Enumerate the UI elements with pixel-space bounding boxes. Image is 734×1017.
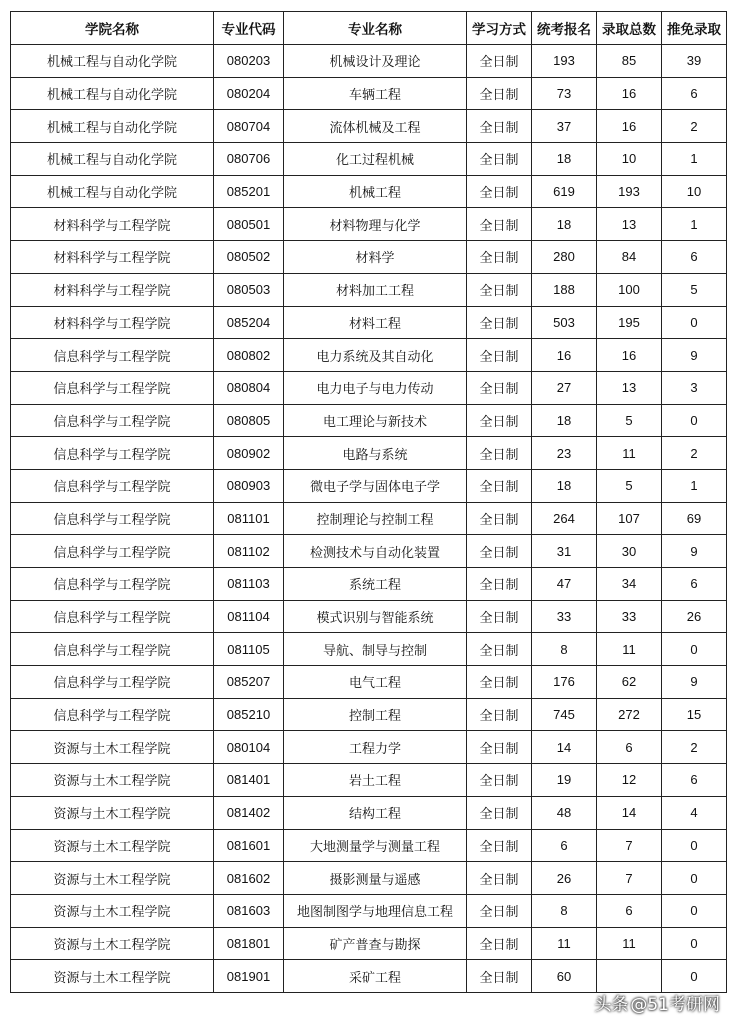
major-name-cell: 材料工程: [284, 306, 467, 339]
study-mode-cell: 全日制: [467, 862, 532, 895]
major-code-cell: 080204: [214, 77, 284, 110]
exam-applicants-cell: 8: [532, 633, 597, 666]
college-cell: 材料科学与工程学院: [11, 208, 214, 241]
major-code-cell: 081101: [214, 502, 284, 535]
exam-applicants-cell: 503: [532, 306, 597, 339]
recommended-admitted-cell: 1: [662, 469, 727, 502]
major-name-cell: 化工过程机械: [284, 143, 467, 176]
table-row: [11, 143, 727, 176]
recommended-admitted-cell: 39: [662, 45, 727, 78]
college-cell: 材料科学与工程学院: [11, 241, 214, 274]
table-row: [11, 535, 727, 568]
study-mode-cell: 全日制: [467, 339, 532, 372]
total-admitted-cell: 107: [597, 502, 662, 535]
major-code-cell: 080804: [214, 371, 284, 404]
major-name-cell: 电力电子与电力传动: [284, 371, 467, 404]
major-code-cell: 080203: [214, 45, 284, 78]
exam-applicants-cell: 11: [532, 927, 597, 960]
major-code-cell: 080706: [214, 143, 284, 176]
college-cell: 信息科学与工程学院: [11, 437, 214, 470]
table-row: [11, 208, 727, 241]
exam-applicants-cell: 8: [532, 894, 597, 927]
college-cell: 信息科学与工程学院: [11, 502, 214, 535]
recommended-admitted-cell: 3: [662, 371, 727, 404]
college-cell: 信息科学与工程学院: [11, 469, 214, 502]
total-admitted-cell: [597, 960, 662, 993]
exam-applicants-cell: 14: [532, 731, 597, 764]
exam-applicants-cell: 193: [532, 45, 597, 78]
table-row: [11, 273, 727, 306]
recommended-admitted-cell: 10: [662, 175, 727, 208]
study-mode-cell: 全日制: [467, 698, 532, 731]
header-recommended-admitted: 推免录取: [662, 12, 727, 45]
table-row: [11, 698, 727, 731]
header-exam-applicants: 统考报名: [532, 12, 597, 45]
table-row: [11, 666, 727, 699]
exam-applicants-cell: 33: [532, 600, 597, 633]
study-mode-cell: 全日制: [467, 960, 532, 993]
recommended-admitted-cell: 0: [662, 633, 727, 666]
header-row: [11, 12, 727, 45]
exam-applicants-cell: 18: [532, 404, 597, 437]
exam-applicants-cell: 19: [532, 764, 597, 797]
major-code-cell: 085210: [214, 698, 284, 731]
study-mode-cell: 全日制: [467, 437, 532, 470]
major-name-cell: 车辆工程: [284, 77, 467, 110]
college-cell: 信息科学与工程学院: [11, 698, 214, 731]
total-admitted-cell: 62: [597, 666, 662, 699]
table-row: [11, 960, 727, 993]
major-code-cell: 081801: [214, 927, 284, 960]
table-row: [11, 437, 727, 470]
exam-applicants-cell: 6: [532, 829, 597, 862]
study-mode-cell: 全日制: [467, 371, 532, 404]
exam-applicants-cell: 27: [532, 371, 597, 404]
major-name-cell: 系统工程: [284, 568, 467, 601]
exam-applicants-cell: 73: [532, 77, 597, 110]
major-code-cell: 085201: [214, 175, 284, 208]
total-admitted-cell: 6: [597, 731, 662, 764]
recommended-admitted-cell: 2: [662, 731, 727, 764]
study-mode-cell: 全日制: [467, 731, 532, 764]
study-mode-cell: 全日制: [467, 633, 532, 666]
total-admitted-cell: 13: [597, 371, 662, 404]
major-code-cell: 081102: [214, 535, 284, 568]
recommended-admitted-cell: 4: [662, 796, 727, 829]
college-cell: 信息科学与工程学院: [11, 600, 214, 633]
major-name-cell: 控制工程: [284, 698, 467, 731]
major-name-cell: 控制理论与控制工程: [284, 502, 467, 535]
major-name-cell: 电力系统及其自动化: [284, 339, 467, 372]
total-admitted-cell: 272: [597, 698, 662, 731]
major-name-cell: 摄影测量与遥感: [284, 862, 467, 895]
total-admitted-cell: 7: [597, 862, 662, 895]
table-row: [11, 241, 727, 274]
college-cell: 资源与土木工程学院: [11, 796, 214, 829]
table-row: [11, 469, 727, 502]
college-cell: 信息科学与工程学院: [11, 568, 214, 601]
major-code-cell: 080903: [214, 469, 284, 502]
total-admitted-cell: 5: [597, 469, 662, 502]
major-name-cell: 电工理论与新技术: [284, 404, 467, 437]
major-name-cell: 采矿工程: [284, 960, 467, 993]
exam-applicants-cell: 37: [532, 110, 597, 143]
major-name-cell: 流体机械及工程: [284, 110, 467, 143]
recommended-admitted-cell: 15: [662, 698, 727, 731]
college-cell: 机械工程与自动化学院: [11, 77, 214, 110]
total-admitted-cell: 195: [597, 306, 662, 339]
total-admitted-cell: 34: [597, 568, 662, 601]
study-mode-cell: 全日制: [467, 143, 532, 176]
study-mode-cell: 全日制: [467, 600, 532, 633]
header-study-mode: 学习方式: [467, 12, 532, 45]
total-admitted-cell: 16: [597, 339, 662, 372]
recommended-admitted-cell: 5: [662, 273, 727, 306]
college-cell: 信息科学与工程学院: [11, 633, 214, 666]
recommended-admitted-cell: 0: [662, 862, 727, 895]
recommended-admitted-cell: 6: [662, 241, 727, 274]
recommended-admitted-cell: 0: [662, 927, 727, 960]
table-row: [11, 829, 727, 862]
college-cell: 资源与土木工程学院: [11, 960, 214, 993]
college-cell: 机械工程与自动化学院: [11, 175, 214, 208]
college-cell: 信息科学与工程学院: [11, 535, 214, 568]
table-row: [11, 77, 727, 110]
header-major-code: 专业代码: [214, 12, 284, 45]
table-row: [11, 45, 727, 78]
study-mode-cell: 全日制: [467, 175, 532, 208]
total-admitted-cell: 84: [597, 241, 662, 274]
major-code-cell: 085207: [214, 666, 284, 699]
college-cell: 资源与土木工程学院: [11, 862, 214, 895]
major-code-cell: 081402: [214, 796, 284, 829]
table-row: [11, 764, 727, 797]
total-admitted-cell: 12: [597, 764, 662, 797]
major-name-cell: 电路与系统: [284, 437, 467, 470]
recommended-admitted-cell: 0: [662, 894, 727, 927]
table-row: [11, 371, 727, 404]
college-cell: 材料科学与工程学院: [11, 273, 214, 306]
recommended-admitted-cell: 1: [662, 143, 727, 176]
college-cell: 资源与土木工程学院: [11, 764, 214, 797]
study-mode-cell: 全日制: [467, 796, 532, 829]
major-name-cell: 材料物理与化学: [284, 208, 467, 241]
exam-applicants-cell: 60: [532, 960, 597, 993]
total-admitted-cell: 16: [597, 77, 662, 110]
total-admitted-cell: 13: [597, 208, 662, 241]
major-code-cell: 080902: [214, 437, 284, 470]
major-code-cell: 085204: [214, 306, 284, 339]
exam-applicants-cell: 619: [532, 175, 597, 208]
major-code-cell: 080503: [214, 273, 284, 306]
exam-applicants-cell: 264: [532, 502, 597, 535]
table-row: [11, 862, 727, 895]
study-mode-cell: 全日制: [467, 273, 532, 306]
study-mode-cell: 全日制: [467, 45, 532, 78]
recommended-admitted-cell: 6: [662, 764, 727, 797]
major-name-cell: 导航、制导与控制: [284, 633, 467, 666]
study-mode-cell: 全日制: [467, 666, 532, 699]
major-name-cell: 机械工程: [284, 175, 467, 208]
college-cell: 信息科学与工程学院: [11, 371, 214, 404]
recommended-admitted-cell: 9: [662, 535, 727, 568]
study-mode-cell: 全日制: [467, 927, 532, 960]
study-mode-cell: 全日制: [467, 535, 532, 568]
watermark: [594, 989, 720, 1015]
total-admitted-cell: 5: [597, 404, 662, 437]
total-admitted-cell: 6: [597, 894, 662, 927]
major-name-cell: 地图制图学与地理信息工程: [284, 894, 467, 927]
total-admitted-cell: 14: [597, 796, 662, 829]
table-row: [11, 894, 727, 927]
study-mode-cell: 全日制: [467, 404, 532, 437]
major-code-cell: 081601: [214, 829, 284, 862]
study-mode-cell: 全日制: [467, 77, 532, 110]
table-row: [11, 927, 727, 960]
major-code-cell: 080805: [214, 404, 284, 437]
total-admitted-cell: 16: [597, 110, 662, 143]
major-name-cell: 机械设计及理论: [284, 45, 467, 78]
table-row: [11, 175, 727, 208]
table-row: [11, 306, 727, 339]
table-row: [11, 404, 727, 437]
recommended-admitted-cell: 0: [662, 829, 727, 862]
major-name-cell: 材料加工工程: [284, 273, 467, 306]
study-mode-cell: 全日制: [467, 469, 532, 502]
table-row: [11, 502, 727, 535]
exam-applicants-cell: 18: [532, 469, 597, 502]
major-name-cell: 材料学: [284, 241, 467, 274]
header-college: 学院名称: [11, 12, 214, 45]
recommended-admitted-cell: 9: [662, 339, 727, 372]
total-admitted-cell: 100: [597, 273, 662, 306]
recommended-admitted-cell: 0: [662, 306, 727, 339]
recommended-admitted-cell: 6: [662, 77, 727, 110]
college-cell: 资源与土木工程学院: [11, 927, 214, 960]
exam-applicants-cell: 23: [532, 437, 597, 470]
major-code-cell: 080704: [214, 110, 284, 143]
total-admitted-cell: 85: [597, 45, 662, 78]
study-mode-cell: 全日制: [467, 110, 532, 143]
table-row: [11, 600, 727, 633]
recommended-admitted-cell: 69: [662, 502, 727, 535]
exam-applicants-cell: 48: [532, 796, 597, 829]
exam-applicants-cell: 176: [532, 666, 597, 699]
college-cell: 机械工程与自动化学院: [11, 45, 214, 78]
recommended-admitted-cell: 1: [662, 208, 727, 241]
study-mode-cell: 全日制: [467, 764, 532, 797]
exam-applicants-cell: 16: [532, 339, 597, 372]
total-admitted-cell: 193: [597, 175, 662, 208]
exam-applicants-cell: 18: [532, 143, 597, 176]
table-body: [11, 45, 727, 993]
study-mode-cell: 全日制: [467, 829, 532, 862]
total-admitted-cell: 11: [597, 927, 662, 960]
header-major-name: 专业名称: [284, 12, 467, 45]
admissions-table: [10, 11, 727, 993]
college-cell: 机械工程与自动化学院: [11, 110, 214, 143]
college-cell: 材料科学与工程学院: [11, 306, 214, 339]
exam-applicants-cell: 26: [532, 862, 597, 895]
exam-applicants-cell: 18: [532, 208, 597, 241]
major-name-cell: 微电子学与固体电子学: [284, 469, 467, 502]
major-code-cell: 081103: [214, 568, 284, 601]
major-name-cell: 大地测量学与测量工程: [284, 829, 467, 862]
study-mode-cell: 全日制: [467, 306, 532, 339]
watermark-prefix: 头条: [594, 994, 629, 1015]
study-mode-cell: 全日制: [467, 502, 532, 535]
exam-applicants-cell: 188: [532, 273, 597, 306]
exam-applicants-cell: 47: [532, 568, 597, 601]
college-cell: 资源与土木工程学院: [11, 894, 214, 927]
college-cell: 信息科学与工程学院: [11, 339, 214, 372]
recommended-admitted-cell: 0: [662, 960, 727, 993]
major-name-cell: 矿产普查与勘探: [284, 927, 467, 960]
major-code-cell: 081901: [214, 960, 284, 993]
table-row: [11, 796, 727, 829]
college-cell: 资源与土木工程学院: [11, 731, 214, 764]
table-row: [11, 339, 727, 372]
recommended-admitted-cell: 2: [662, 437, 727, 470]
exam-applicants-cell: 745: [532, 698, 597, 731]
major-name-cell: 检测技术与自动化装置: [284, 535, 467, 568]
major-code-cell: 081602: [214, 862, 284, 895]
total-admitted-cell: 33: [597, 600, 662, 633]
study-mode-cell: 全日制: [467, 894, 532, 927]
major-code-cell: 080802: [214, 339, 284, 372]
college-cell: 信息科学与工程学院: [11, 666, 214, 699]
major-code-cell: 081603: [214, 894, 284, 927]
table-row: [11, 110, 727, 143]
total-admitted-cell: 10: [597, 143, 662, 176]
study-mode-cell: 全日制: [467, 568, 532, 601]
major-name-cell: 工程力学: [284, 731, 467, 764]
major-name-cell: 模式识别与智能系统: [284, 600, 467, 633]
exam-applicants-cell: 280: [532, 241, 597, 274]
header-total-admitted: 录取总数: [597, 12, 662, 45]
major-code-cell: 080104: [214, 731, 284, 764]
table-row: [11, 568, 727, 601]
college-cell: 资源与土木工程学院: [11, 829, 214, 862]
total-admitted-cell: 11: [597, 633, 662, 666]
major-name-cell: 电气工程: [284, 666, 467, 699]
major-name-cell: 岩土工程: [284, 764, 467, 797]
major-name-cell: 结构工程: [284, 796, 467, 829]
total-admitted-cell: 30: [597, 535, 662, 568]
recommended-admitted-cell: 6: [662, 568, 727, 601]
major-code-cell: 080502: [214, 241, 284, 274]
total-admitted-cell: 11: [597, 437, 662, 470]
major-code-cell: 081104: [214, 600, 284, 633]
college-cell: 信息科学与工程学院: [11, 404, 214, 437]
total-admitted-cell: 7: [597, 829, 662, 862]
major-code-cell: 081401: [214, 764, 284, 797]
recommended-admitted-cell: 9: [662, 666, 727, 699]
table-row: [11, 633, 727, 666]
study-mode-cell: 全日制: [467, 241, 532, 274]
college-cell: 机械工程与自动化学院: [11, 143, 214, 176]
exam-applicants-cell: 31: [532, 535, 597, 568]
recommended-admitted-cell: 26: [662, 600, 727, 633]
watermark-handle: @51考研网: [630, 994, 720, 1015]
major-code-cell: 080501: [214, 208, 284, 241]
table-row: [11, 731, 727, 764]
recommended-admitted-cell: 0: [662, 404, 727, 437]
study-mode-cell: 全日制: [467, 208, 532, 241]
major-code-cell: 081105: [214, 633, 284, 666]
recommended-admitted-cell: 2: [662, 110, 727, 143]
